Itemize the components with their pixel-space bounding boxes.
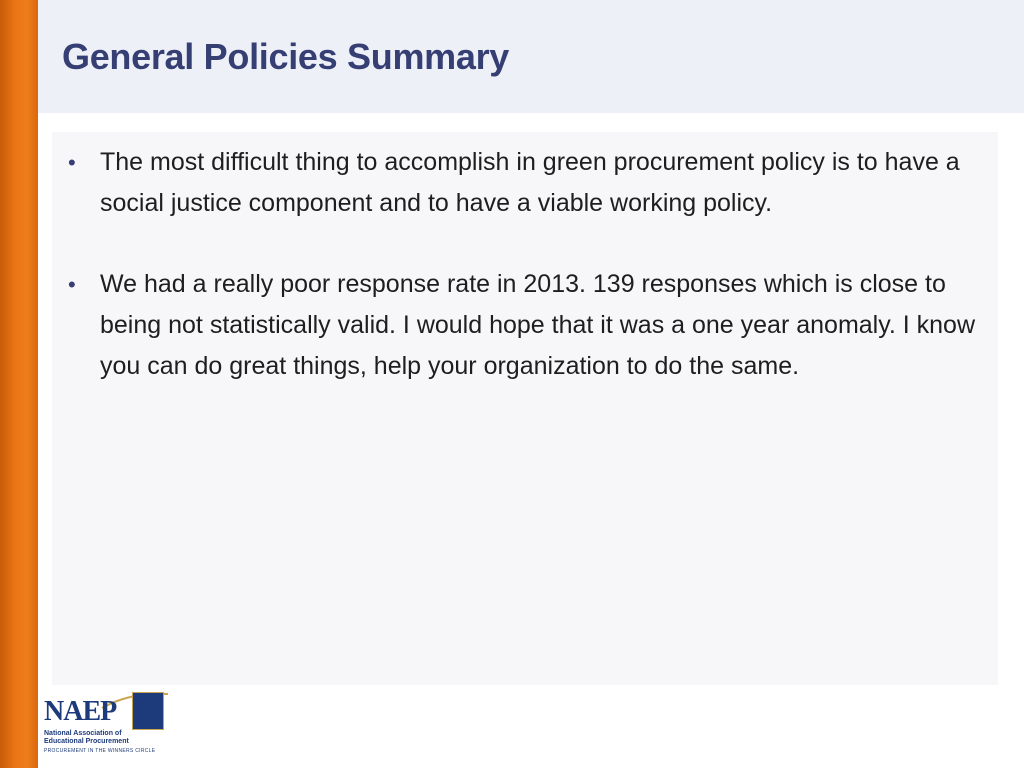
title-band (38, 0, 1024, 113)
bullet-item (62, 142, 992, 224)
bullet-icon: • (68, 272, 76, 297)
naep-logo (44, 690, 168, 756)
bullet-text: We had a really poor response rate in 2013. 139 responses which is close to being not statistically valid. I would hope that it was a one year anomaly. I know you can do great things, help your organization to do the same. (100, 270, 976, 380)
bullet-list (62, 142, 992, 427)
content-panel (52, 132, 998, 685)
logo-letters: NAEP (44, 696, 117, 727)
slide-title: General Policies Summary (62, 36, 510, 77)
bullet-text: The most difficult thing to accomplish in green procurement policy is to have a social justice component and to have a viable working policy. (100, 148, 960, 217)
logo-emblem-icon (132, 692, 164, 730)
logo-name-line-1: National Association of (44, 730, 122, 737)
bullet-item (62, 264, 992, 387)
logo-name-line-2: Educational Procurement (44, 738, 129, 745)
logo-tagline: PROCUREMENT IN THE WINNERS CIRCLE (44, 748, 156, 754)
orange-side-bar (0, 0, 38, 768)
logo-organization-name (44, 730, 134, 746)
bullet-icon: • (68, 150, 76, 175)
